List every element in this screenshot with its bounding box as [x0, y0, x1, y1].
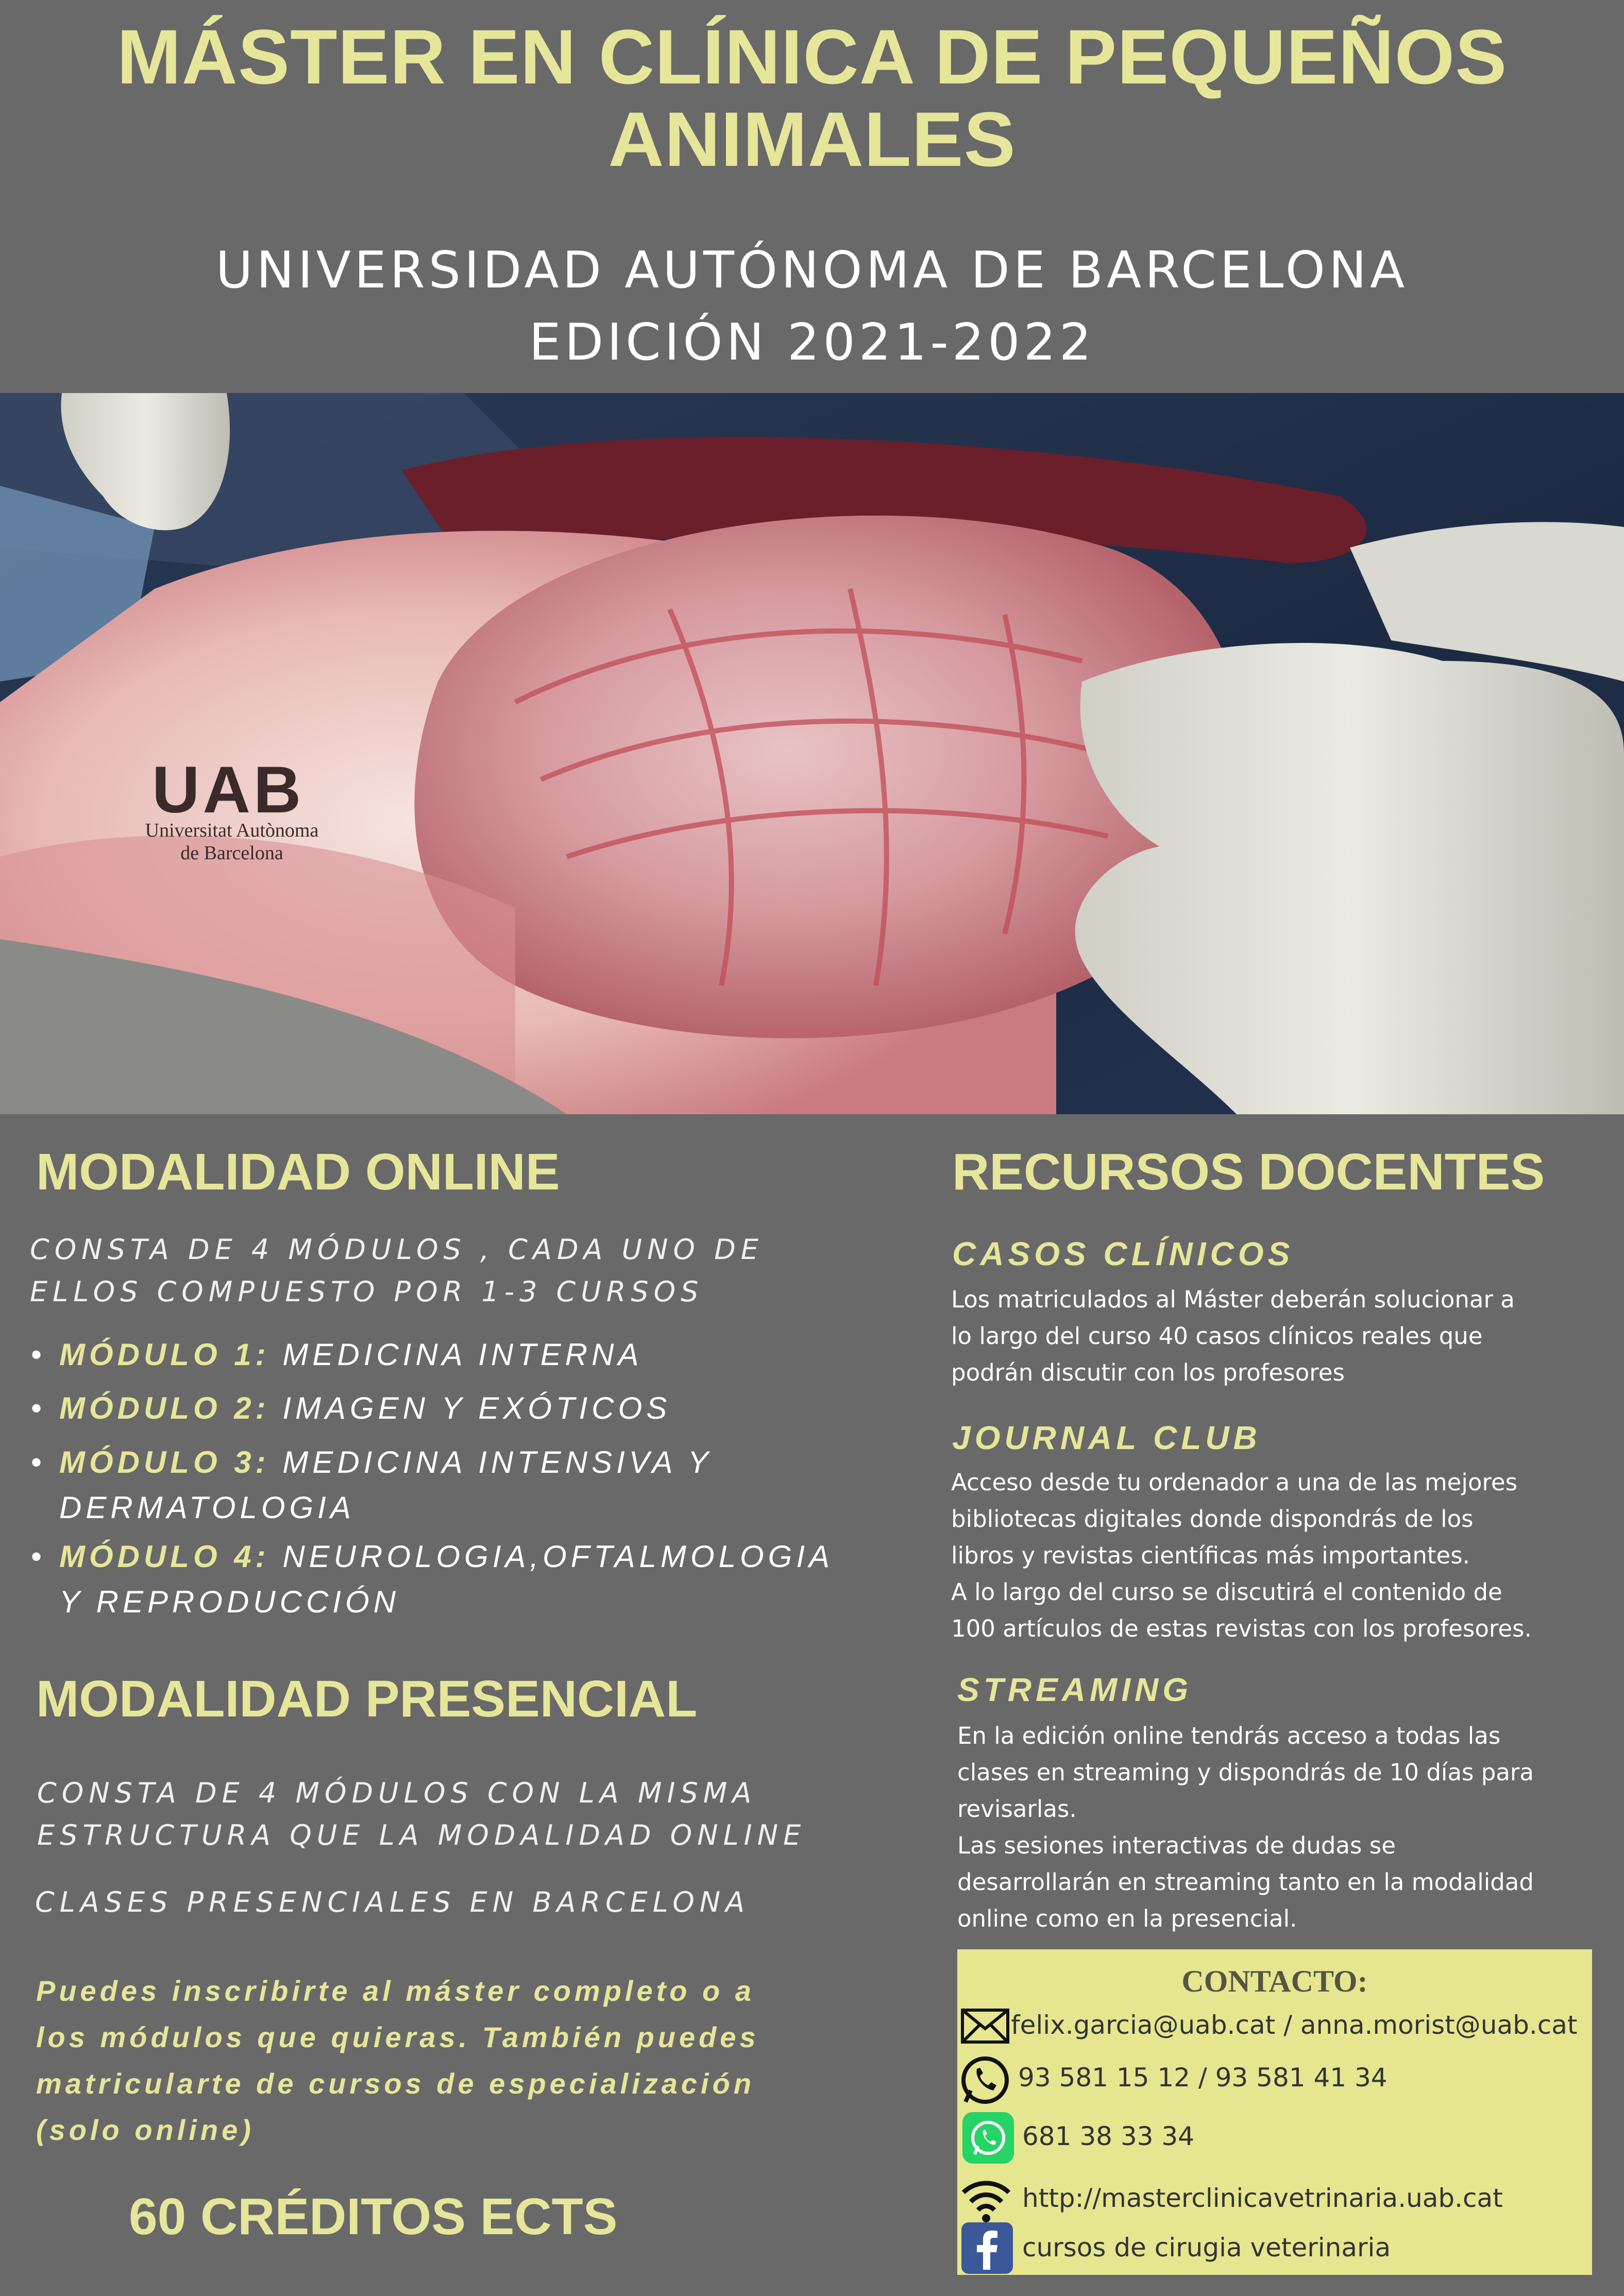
uab-logo-mark: UAB [152, 753, 304, 827]
contact-facebook-link[interactable]: cursos de cirugia veterinaria [1022, 2233, 1391, 2263]
module-item: • MÓDULO 2: IMAGEN Y EXÓTICOS [31, 1391, 671, 1425]
contact-whatsapp[interactable]: 681 38 33 34 [1022, 2121, 1194, 2151]
contact-phone[interactable]: 93 581 15 12 / 93 581 41 34 [1018, 2063, 1388, 2093]
module-label: MÓDULO 1: [59, 1337, 270, 1372]
online-lead-line-1: CONSTA DE 4 MÓDULOS , CADA UNO DE [30, 1233, 764, 1266]
module-name: MEDICINA INTENSIVA Y [269, 1445, 713, 1479]
note-line-3: matricularte de cursos de especialización [36, 2067, 755, 2100]
uab-logo-line-2: de Barcelona [180, 842, 283, 864]
online-lead [30, 1229, 906, 1313]
subtitle-line-1: UNIVERSIDAD AUTÓNOMA DE BARCELONA [215, 241, 1409, 300]
phone-icon [959, 2054, 1011, 2106]
presencial-lead [37, 1772, 913, 1857]
contact-email[interactable]: felix.garcia@uab.cat / anna.morist@uab.cat [1011, 2010, 1578, 2040]
contact-title: CONTACTO: [1181, 1964, 1368, 1998]
presencial-location: CLASES PRESENCIALES EN BARCELONA [35, 1886, 750, 1918]
presencial-heading: MODALIDAD PRESENCIAL [36, 1670, 698, 1728]
note-line-2: los módulos que quieras. También puedes [36, 2021, 759, 2053]
whatsapp-icon [962, 2112, 1014, 2164]
casos-heading: CASOS CLÍNICOS [952, 1235, 1294, 1272]
online-lead-line-2: ELLOS COMPUESTO POR 1-3 CURSOS [30, 1275, 704, 1308]
module-name: MEDICINA INTERNA [269, 1337, 643, 1372]
subtitle-line-2: EDICIÓN 2021-2022 [529, 313, 1095, 372]
presencial-lead-line-1: CONSTA DE 4 MÓDULOS CON LA MISMA [37, 1777, 757, 1809]
module-label: MÓDULO 3: [59, 1445, 270, 1479]
module-name: NEUROLOGIA,OFTALMOLOGIA [269, 1539, 834, 1574]
recursos-heading: RECURSOS DOCENTES [952, 1143, 1545, 1201]
uab-logo [124, 752, 340, 876]
module-item: • MÓDULO 4: NEUROLOGIA,OFTALMOLOGIA Y REPRODUCCIÓN [31, 1539, 834, 1619]
journal-heading: JOURNAL CLUB [952, 1419, 1261, 1456]
wifi-icon [960, 2175, 1012, 2224]
module-label: MÓDULO 2: [59, 1391, 270, 1425]
ects-credits: 60 CRÉDITOS ECTS [129, 2188, 618, 2246]
module-name-line-2: Y REPRODUCCIÓN [59, 1585, 400, 1619]
casos-text: Los matriculados al Máster deberán solucionar a lo largo del curso 40 casos clínicos reales que podrán discutir con los profesores [951, 1286, 1515, 1386]
module-name: IMAGEN Y EXÓTICOS [269, 1391, 671, 1425]
title-line-2: ANIMALES [608, 96, 1016, 182]
contact-web-row [957, 2172, 1592, 2223]
module-item: • MÓDULO 3: MEDICINA INTENSIVA Y DERMATOLOGIA [31, 1445, 713, 1525]
page-title [0, 15, 1624, 180]
streaming-heading: STREAMING [957, 1671, 1192, 1708]
contact-facebook-row [957, 2221, 1592, 2273]
presencial-lead-line-2: ESTRUCTURA QUE LA MODALIDAD ONLINE [37, 1819, 806, 1851]
note-line-4: (solo online) [36, 2114, 255, 2146]
online-heading: MODALIDAD ONLINE [36, 1143, 560, 1201]
streaming-text: En la edición online tendrás acceso a todas las clases en streaming y dispondrás de 10 días para revisarlas. Las sesiones interactivas de dudas se desarrollarán en streaming tanto en la modalidad online como en la presencial. [957, 1722, 1534, 1932]
title-line-1: MÁSTER EN CLÍNICA DE PEQUEÑOS [116, 13, 1508, 100]
module-label: MÓDULO 4: [59, 1539, 270, 1574]
contact-website-link[interactable]: http://masterclinicavetrinaria.uab.cat [1022, 2183, 1503, 2213]
journal-text: Acceso desde tu ordenador a una de las mejores bibliotecas digitales donde dispondrás de los libros y revistas científicas más importantes. A lo largo del curso se discutirá el contenido de 100 artículos de estas revistas con los profesores. [951, 1469, 1532, 1642]
module-item: • MÓDULO 1: MEDICINA INTERNA [31, 1337, 643, 1372]
facebook-icon [961, 2222, 1013, 2274]
page-subtitle [0, 234, 1624, 379]
module-name-line-2: DERMATOLOGIA [59, 1490, 355, 1525]
enrollment-note [36, 1968, 922, 2153]
contact-email-row [957, 1999, 1592, 2050]
mail-icon [960, 2008, 1010, 2044]
note-line-1: Puedes inscribirte al máster completo o a [36, 1975, 755, 2007]
contact-phone-row [957, 2051, 1592, 2103]
contact-box [957, 1949, 1592, 2275]
contact-whatsapp-row [957, 2110, 1592, 2162]
uab-logo-line-1: Universitat Autònoma [145, 820, 319, 841]
